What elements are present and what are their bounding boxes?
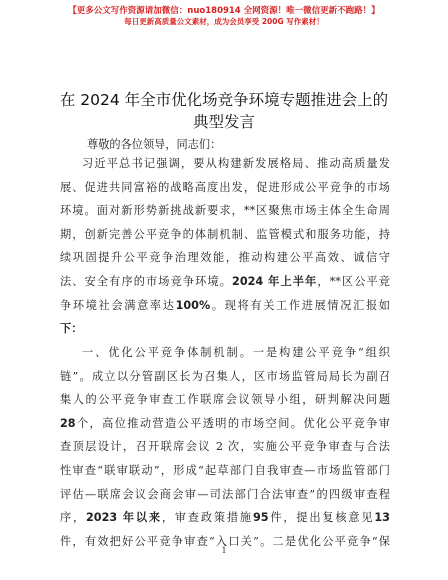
- paragraph-1-text: 争环境社会满意率达: [60, 298, 176, 312]
- paragraph-2-text: 序，: [60, 511, 87, 525]
- paragraph-2-line: 链”。成立以分管副区长为召集人，区市场监管局局长为副召: [60, 369, 390, 383]
- document-title-line2: 典型发言: [192, 113, 255, 131]
- paragraph-2-text: 件，提出复核意见: [268, 511, 375, 525]
- paragraph-1: [60, 152, 390, 341]
- paragraph-2-line: [60, 506, 390, 530]
- paragraph-1-line: [60, 270, 390, 294]
- salutation: 尊敬的各位领导，同志们：: [87, 138, 222, 151]
- bold-text: 下：: [60, 322, 83, 336]
- paragraph-2-text: ，审查政策措施: [161, 511, 253, 525]
- paragraph-2-line: 一、优化公平竞争体制机制。一是构建公平竞争“组织: [82, 346, 390, 359]
- paragraph-1-line: [60, 317, 390, 341]
- paragraph-2-line: [60, 412, 390, 436]
- document-title-line1: 在 2024 年全市优化场竞争环境专题推进会上的: [59, 91, 389, 109]
- bold-rate: 100%: [175, 298, 211, 312]
- paragraph-2-text: 个，高位推动营造公平透明的市场空间。优化公平竞争审: [75, 416, 390, 430]
- bold-year: 2024 年上半年: [232, 274, 318, 288]
- paragraph-2-line: 集人的公平竞争审查工作联席会议领导小组，研判解决问题: [60, 393, 390, 407]
- bold-count: 13: [374, 511, 390, 525]
- page-number: 1: [221, 546, 227, 555]
- paragraph-2-line: 查顶层设计，召开联席会议 2 次，实施公平竞争审查与合法: [60, 440, 390, 454]
- paragraph-1-text: 法、安全有序的市场竞争环境。: [60, 274, 233, 288]
- bold-count: 95: [252, 511, 269, 525]
- bold-count: 28: [60, 416, 76, 430]
- paragraph-1-line: 环境。面对新形势新挑战新要求，**区聚焦市场主体全生命周: [60, 204, 390, 218]
- paragraph-1-line: 期，创新完善公平竞争的体制机制、监管模式和服务功能，持: [60, 227, 390, 241]
- paragraph-2-line: 件，有效把好公平竞争审查“入口关”。二是优化公平竞争“保: [60, 534, 390, 548]
- promo-banner-line1: 【更多公文写作资源请加微信：nuo180914 全网资源！唯一微信更新不跑路！】: [68, 6, 380, 16]
- bold-since: 2023 年以来: [86, 511, 162, 525]
- paragraph-2: [60, 341, 390, 553]
- paragraph-2-line: 性审查“联审联动”，形成“起草部门自我审查—市场监管部门: [60, 463, 390, 477]
- paragraph-1-line: 展、促进共同富裕的战略高度出发，促进形成公平竞争的市场: [60, 180, 390, 194]
- promo-banner-line2: 每日更新高质量公文素材，成为会员享受 200G 写作素材！: [124, 17, 324, 26]
- paragraph-1-line: 续巩固提升公平竞争治理效能，推动构建公平高效、诚信守: [60, 251, 390, 265]
- paragraph-1-text: 。现将有关工作进展情况汇报如: [210, 298, 390, 312]
- paragraph-2-line: 评估—联席会议会商会审—司法部门合法审查”的四级审查程: [60, 487, 390, 501]
- paragraph-1-line: [60, 294, 390, 318]
- paragraph-1-line: 习近平总书记强调，要从构建新发展格局、推动高质量发: [82, 157, 390, 170]
- paragraph-1-text: ，**区公平竞: [317, 274, 390, 288]
